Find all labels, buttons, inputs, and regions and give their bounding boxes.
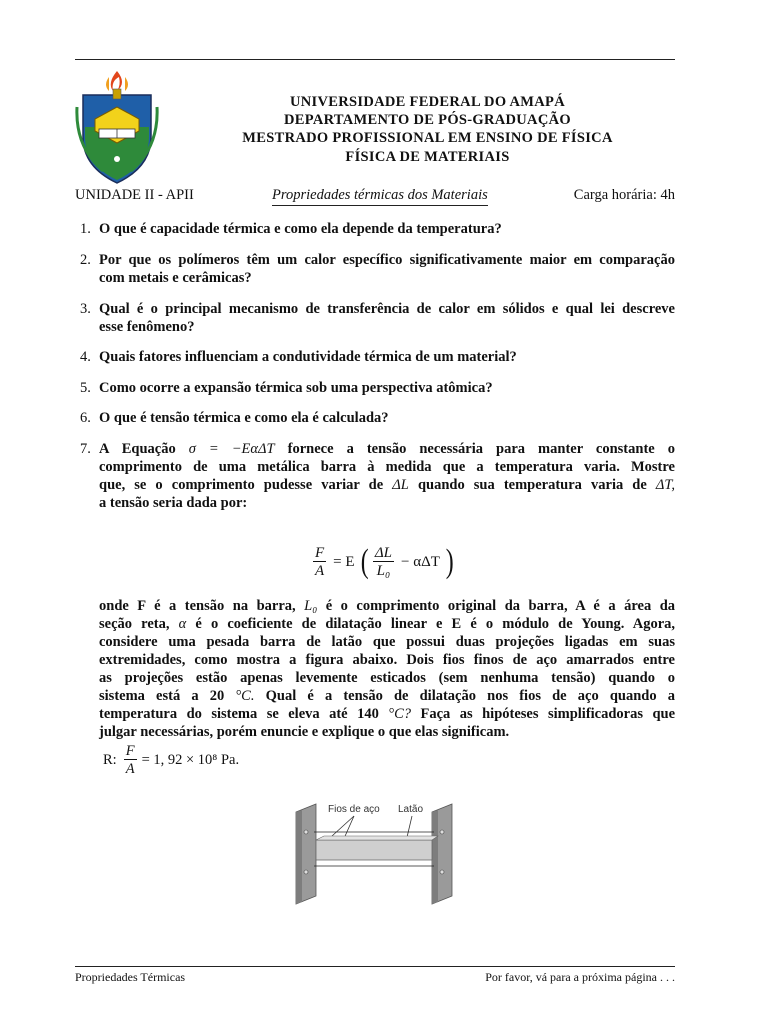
question-text — [99, 251, 675, 287]
question-number: 3. — [80, 301, 91, 317]
delta-l-symbol: ΔL — [392, 477, 409, 493]
text-segment: quando sua temperatura varia de — [417, 477, 647, 493]
stress-equation: σ = −EαΔT — [188, 441, 275, 457]
text-segment: onde F é a tensão na barra, — [99, 598, 296, 614]
question-line: Qual é o principal mecanismo de transferência de calor em sólidos e qual lei descreve — [99, 301, 675, 317]
university-logo — [73, 67, 161, 187]
paragraph-line: considere uma pesada barra de latão que possui duas projeções ligadas em suas — [99, 634, 675, 650]
topic-label: Propriedades térmicas dos Materiais — [272, 187, 488, 206]
fraction-f-over-a — [124, 743, 137, 778]
stress-formula — [310, 540, 455, 584]
university-name: UNIVERSIDADE FEDERAL DO AMAPÁ — [290, 94, 565, 110]
problem-paragraph — [99, 597, 675, 741]
equals-e: = E — [333, 553, 355, 570]
alpha-delta-t-term: − αΔT — [401, 553, 440, 570]
l0-symbol: L₀ — [304, 598, 318, 614]
wires-label: Fios de aço — [328, 804, 380, 815]
paragraph-line — [99, 705, 675, 723]
text-segment: seção reta, — [99, 616, 170, 632]
paragraph-line — [99, 597, 675, 615]
question-number: 4. — [80, 349, 91, 365]
question-line: O que é capacidade térmica e como ela depende da temperatura? — [99, 221, 502, 237]
footer-rule — [75, 966, 675, 967]
denominator: A — [125, 761, 135, 777]
question-line — [99, 440, 675, 458]
question-line: O que é tensão térmica e como ela é calculada? — [99, 410, 389, 426]
question-text — [99, 440, 675, 512]
question-line — [99, 476, 675, 494]
header-rule — [75, 59, 675, 60]
unit-label: UNIDADE II - APII — [75, 187, 194, 203]
question-text — [99, 220, 675, 238]
brass-label: Latão — [398, 804, 424, 815]
department-name: DEPARTAMENTO DE PÓS-GRADUAÇÃO — [284, 112, 571, 128]
numerator: F — [315, 544, 325, 561]
delta-t-symbol: ΔT, — [655, 477, 676, 493]
text-segment: fornece a tensão necessária para manter constante o — [287, 441, 676, 457]
fraction-f-over-a — [313, 545, 326, 580]
question-line: Como ocorre a expansão térmica sob uma perspectiva atômica? — [99, 380, 493, 396]
right-paren: ) — [445, 543, 454, 580]
question-number: 7. — [80, 441, 91, 457]
answer-line — [103, 743, 239, 778]
text-segment: sistema está a 20 — [99, 688, 225, 704]
question-line: Quais fatores influenciam a condutividade térmica de um material? — [99, 349, 517, 365]
text-segment: que, se o comprimento pudesse variar de — [99, 477, 384, 493]
text-segment: é o coeficiente de dilatação linear e E é o módulo de Young. Agora, — [195, 616, 676, 632]
left-paren: ( — [360, 543, 369, 580]
question-number: 1. — [80, 221, 91, 237]
workload-label: Carga horária: 4h — [573, 187, 675, 203]
question-line: esse fenômeno? — [99, 319, 195, 335]
question-number: 2. — [80, 252, 91, 268]
footer-title: Propriedades Térmicas — [75, 970, 186, 984]
question-line: Por que os polímeros têm um calor específico significativamente maior em comparação — [99, 252, 675, 268]
question-text — [99, 409, 675, 427]
paragraph-line: extremidades, como mostra a figura abaixo. Dois fios finos de aço amarrados entre — [99, 652, 675, 668]
text-segment: é o comprimento original da barra, A é a área da — [325, 598, 676, 614]
denominator: A — [315, 562, 325, 579]
text-segment: temperatura do sistema se eleva até 140 — [99, 706, 379, 722]
alpha-symbol: α — [178, 616, 187, 632]
question-text — [99, 379, 675, 397]
paragraph-line: as projeções estão apenas levemente esticados (sem nenhuma tensão) quando o — [99, 670, 675, 686]
text-segment: Qual é a tensão de dilatação nos fios de aço quando a — [265, 688, 675, 704]
program-name: MESTRADO PROFISSIONAL EM ENSINO DE FÍSICA — [242, 130, 613, 146]
question-text — [99, 300, 675, 336]
numerator: F — [125, 743, 135, 759]
question-number: 6. — [80, 410, 91, 426]
text-segment: A Equação — [99, 441, 176, 457]
question-line: com metais e cerâmicas? — [99, 270, 252, 286]
question-number: 5. — [80, 380, 91, 396]
temperature-unit: °C? — [388, 706, 412, 722]
paragraph-line: julgar necessárias, porém enuncie e explique o que elas significam. — [99, 724, 510, 740]
brass-bar-figure — [292, 798, 458, 908]
answer-prefix: R: — [103, 752, 117, 768]
question-line: a tensão seria dada por: — [99, 495, 248, 511]
fraction-dl-over-l0 — [373, 545, 394, 580]
answer-value: = 1, 92 × 10⁸ Pa. — [141, 752, 240, 768]
numerator: ΔL — [374, 544, 393, 561]
footer-next-page: Por favor, vá para a próxima página . . . — [485, 970, 675, 984]
temperature-unit: °C. — [235, 688, 255, 704]
denominator: L₀ — [376, 562, 391, 579]
paragraph-line — [99, 687, 675, 705]
question-text — [99, 348, 675, 366]
paragraph-line — [99, 615, 675, 633]
question-line: comprimento de uma metálica barra à medida que a temperatura varia. Mostre — [99, 459, 675, 475]
text-segment: Faça as hipóteses simplificadoras que — [420, 706, 676, 722]
course-name: FÍSICA DE MATERIAIS — [345, 149, 510, 165]
